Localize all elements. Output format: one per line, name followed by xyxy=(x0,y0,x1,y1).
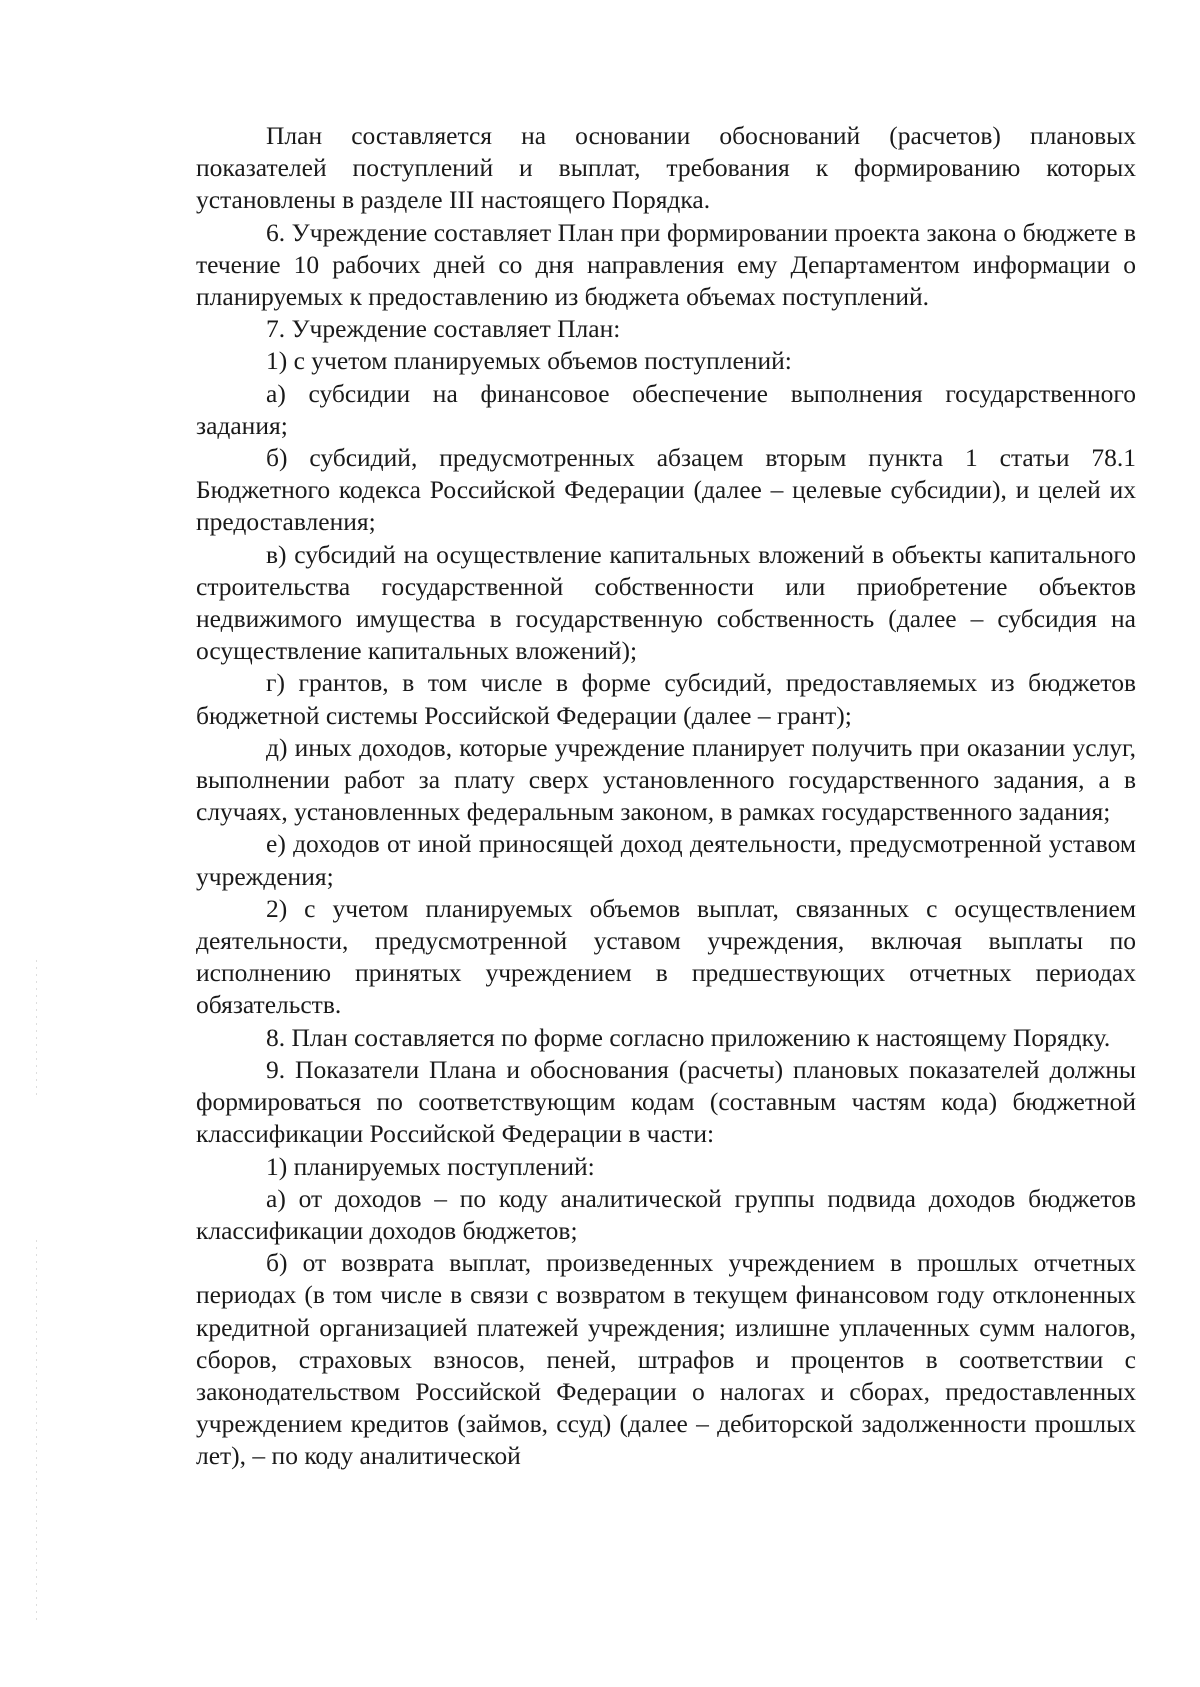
scan-edge-mark xyxy=(36,1240,37,1620)
scan-edge-mark xyxy=(36,960,37,1100)
paragraph-9: 9. Показатели Плана и обоснования (расчеты) плановых показателей должны формироваться по соответствующим кодам (составным частям кода) бюджетной классификации Российской Федерации в части: xyxy=(196,1054,1136,1149)
paragraph-7-1-d: д) иных доходов, которые учреждение планирует получить при оказании услуг, выполнении работ за плату сверх установленного государственного задания, а в случаях, установленных федеральным законом, в рамках государственного задания; xyxy=(196,732,1136,827)
paragraph-7-1-b: б) субсидий, предусмотренных абзацем вторым пункта 1 статьи 78.1 Бюджетного кодекса Российской Федерации (далее – целевые субсидии), и целей их предоставления; xyxy=(196,443,1136,537)
paragraph-7-1-v: в) субсидий на осуществление капитальных вложений в объекты капитального строительства государственной собственности или приобретение объектов недвижимого имущества в государственную собственность (далее – субсидия на осуществление капитальных вложений); xyxy=(196,539,1136,666)
paragraph-7: 7. Учреждение составляет План: xyxy=(266,314,621,344)
paragraph-9-1: 1) планируемых поступлений: xyxy=(266,1151,595,1181)
paragraph-6: 6. Учреждение составляет План при формировании проекта закона о бюджете в течение 10 рабочих дней со дня направления ему Департаментом информации о планируемых к предоставлению из бюджета объемах поступлений. xyxy=(196,217,1136,312)
paragraph-9-1-b: б) от возврата выплат, произведенных учреждением в прошлых отчетных периодах (в том числе в связи с возвратом в текущем финансовом году отклоненных кредитной организацией платежей учреждения; излишне уплаченных сумм налогов, сборов, страховых взносов, пеней, штрафов и процентов в соответствии с законодательством Российской Федерации о налогах и сборах, предоставленных учреждением кредитов (займов, ссуд) (далее – дебиторской задолженности прошлых лет), – по коду аналитической xyxy=(196,1248,1136,1471)
document-body xyxy=(196,120,1136,1473)
paragraph-7-1-g: г) грантов, в том числе в форме субсидий, предоставляемых из бюджетов бюджетной системы Российской Федерации (далее – грант); xyxy=(196,668,1136,730)
paragraph-7-1: 1) с учетом планируемых объемов поступлений: xyxy=(266,346,792,376)
paragraph-9-1-a: а) от доходов – по коду аналитической группы подвида доходов бюджетов классификации доходов бюджетов; xyxy=(196,1183,1136,1245)
paragraph-7-2: 2) с учетом планируемых объемов выплат, связанных с осуществлением деятельности, предусмотренной уставом учреждения, включая выплаты по исполнению принятых учреждением в предшествующих отчетных периодах обязательств. xyxy=(196,893,1136,1020)
paragraph-plan-basis: План составляется на основании обоснований (расчетов) плановых показателей поступлений и выплат, требования к формированию которых установлены в разделе III настоящего Порядка. xyxy=(196,121,1136,215)
paragraph-8: 8. План составляется по форме согласно приложению к настоящему Порядку. xyxy=(266,1022,1111,1052)
paragraph-7-1-e: е) доходов от иной приносящей доход деятельности, предусмотренной уставом учреждения; xyxy=(196,829,1136,891)
paragraph-7-1-a: а) субсидии на финансовое обеспечение выполнения государственного задания; xyxy=(196,378,1136,440)
